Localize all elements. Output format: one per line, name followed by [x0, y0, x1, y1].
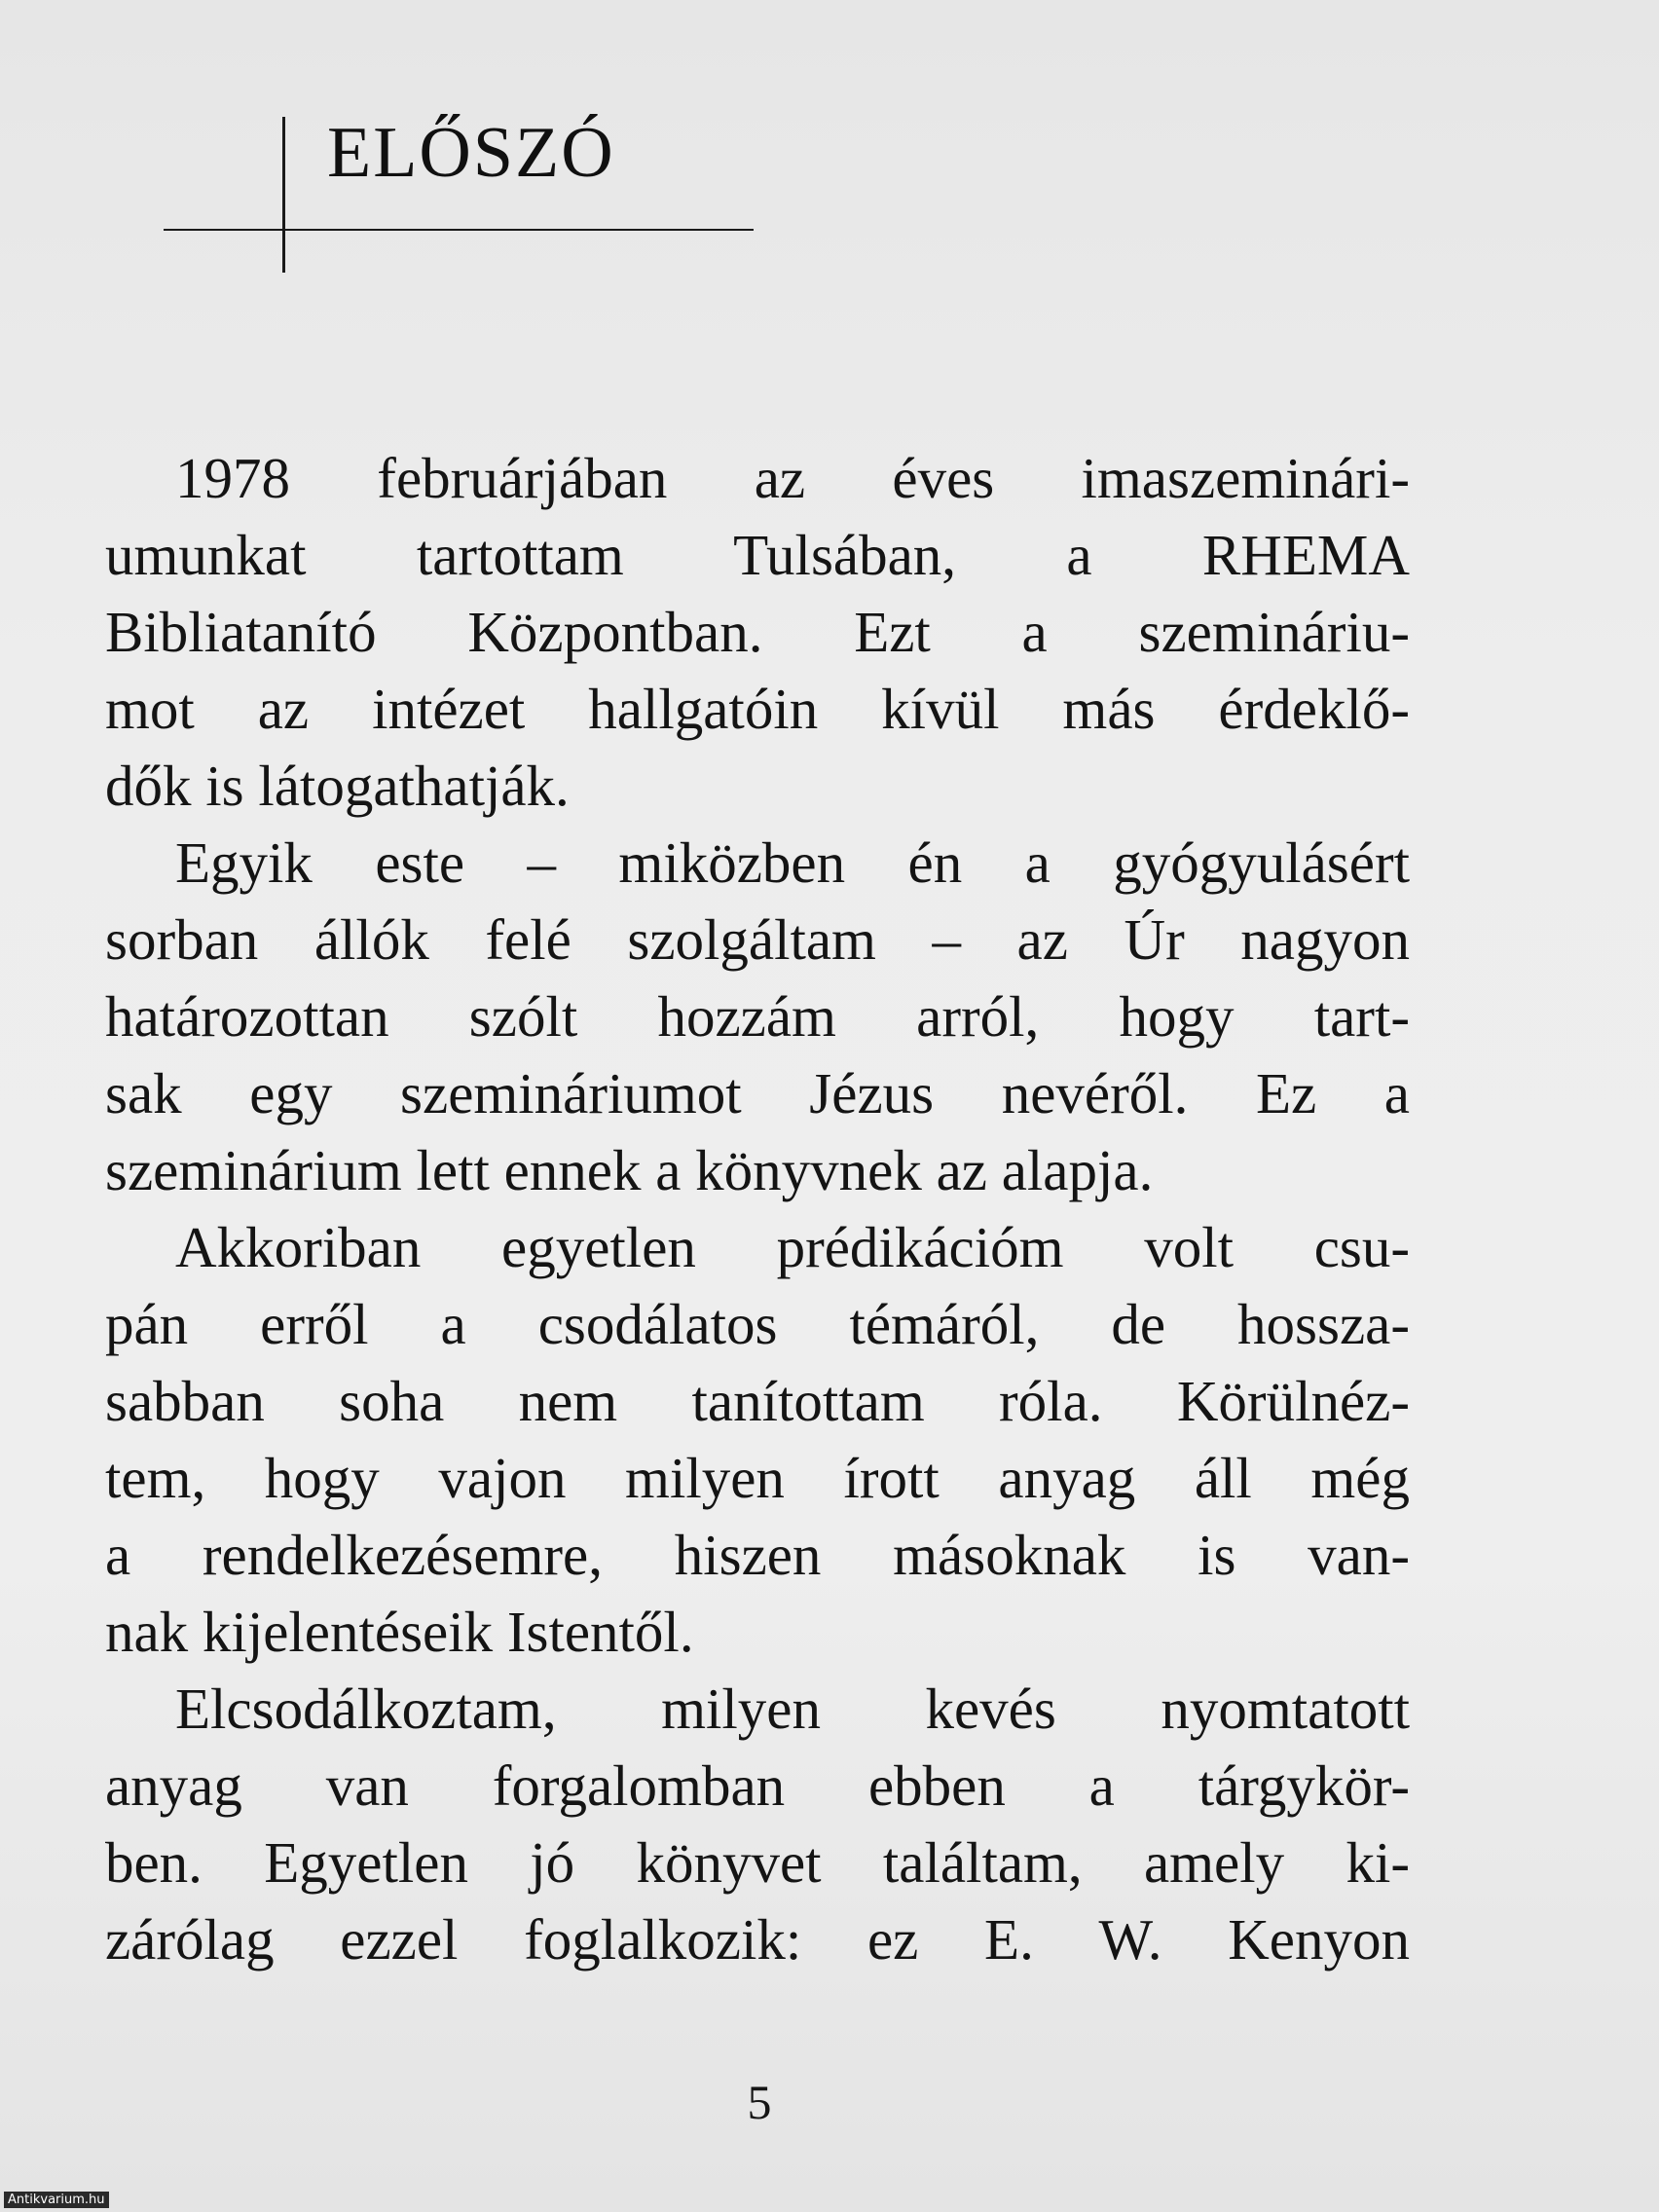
- page-number: 5: [747, 2075, 772, 2129]
- heading-vertical-rule: [282, 117, 285, 273]
- text-line: Elcsodálkoztam, milyen kevés nyomtatott: [175, 1677, 1410, 1741]
- text-line: ben. Egyetlen jó könyvet találtam, amely ki-: [105, 1830, 1410, 1895]
- text-line: dők is látogathatják.: [105, 754, 570, 818]
- text-line: pán erről a csodálatos témáról, de hossza-: [105, 1292, 1410, 1356]
- text-line: határozottan szólt hozzám arról, hogy tart-: [105, 984, 1410, 1049]
- text-line: a rendelkezésemre, hiszen másoknak is van-: [105, 1523, 1410, 1587]
- text-line: Akkoriban egyetlen prédikációm volt csu-: [175, 1215, 1410, 1279]
- text-line: umunkat tartottam Tulsában, a RHEMA: [105, 523, 1410, 587]
- text-line: zárólag ezzel foglalkozik: ez E. W. Kenyon: [105, 1907, 1410, 1972]
- text-line: 1978 februárjában az éves imaszeminári-: [175, 446, 1410, 510]
- text-line: sorban állók felé szolgáltam – az Úr nagyon: [105, 907, 1410, 972]
- text-line: anyag van forgalomban ebben a tárgykör-: [105, 1753, 1410, 1818]
- heading-horizontal-rule: [164, 229, 754, 231]
- paragraph-1: [105, 440, 1410, 825]
- text-line: mot az intézet hallgatóin kívül más érdeklő-: [105, 677, 1410, 741]
- text-line: Bibliatanító Központban. Ezt a szemináriu-: [105, 600, 1410, 664]
- text-line: nak kijelentéseik Istentől.: [105, 1600, 694, 1664]
- body-text: [105, 440, 1410, 1978]
- text-line: Egyik este – miközben én a gyógyulásért: [175, 830, 1410, 895]
- watermark: Antikvarium.hu: [4, 2192, 109, 2208]
- paragraph-3: [105, 1209, 1410, 1671]
- chapter-heading: ELŐSZÓ: [327, 113, 615, 193]
- paragraph-4: [105, 1671, 1410, 1978]
- text-line: tem, hogy vajon milyen írott anyag áll még: [105, 1446, 1410, 1510]
- paragraph-2: [105, 825, 1410, 1209]
- text-line: sak egy szemináriumot Jézus nevéről. Ez a: [105, 1061, 1410, 1125]
- text-line: sabban soha nem tanítottam róla. Körülnéz-: [105, 1369, 1410, 1433]
- text-line: szeminárium lett ennek a könyvnek az alapja.: [105, 1138, 1154, 1202]
